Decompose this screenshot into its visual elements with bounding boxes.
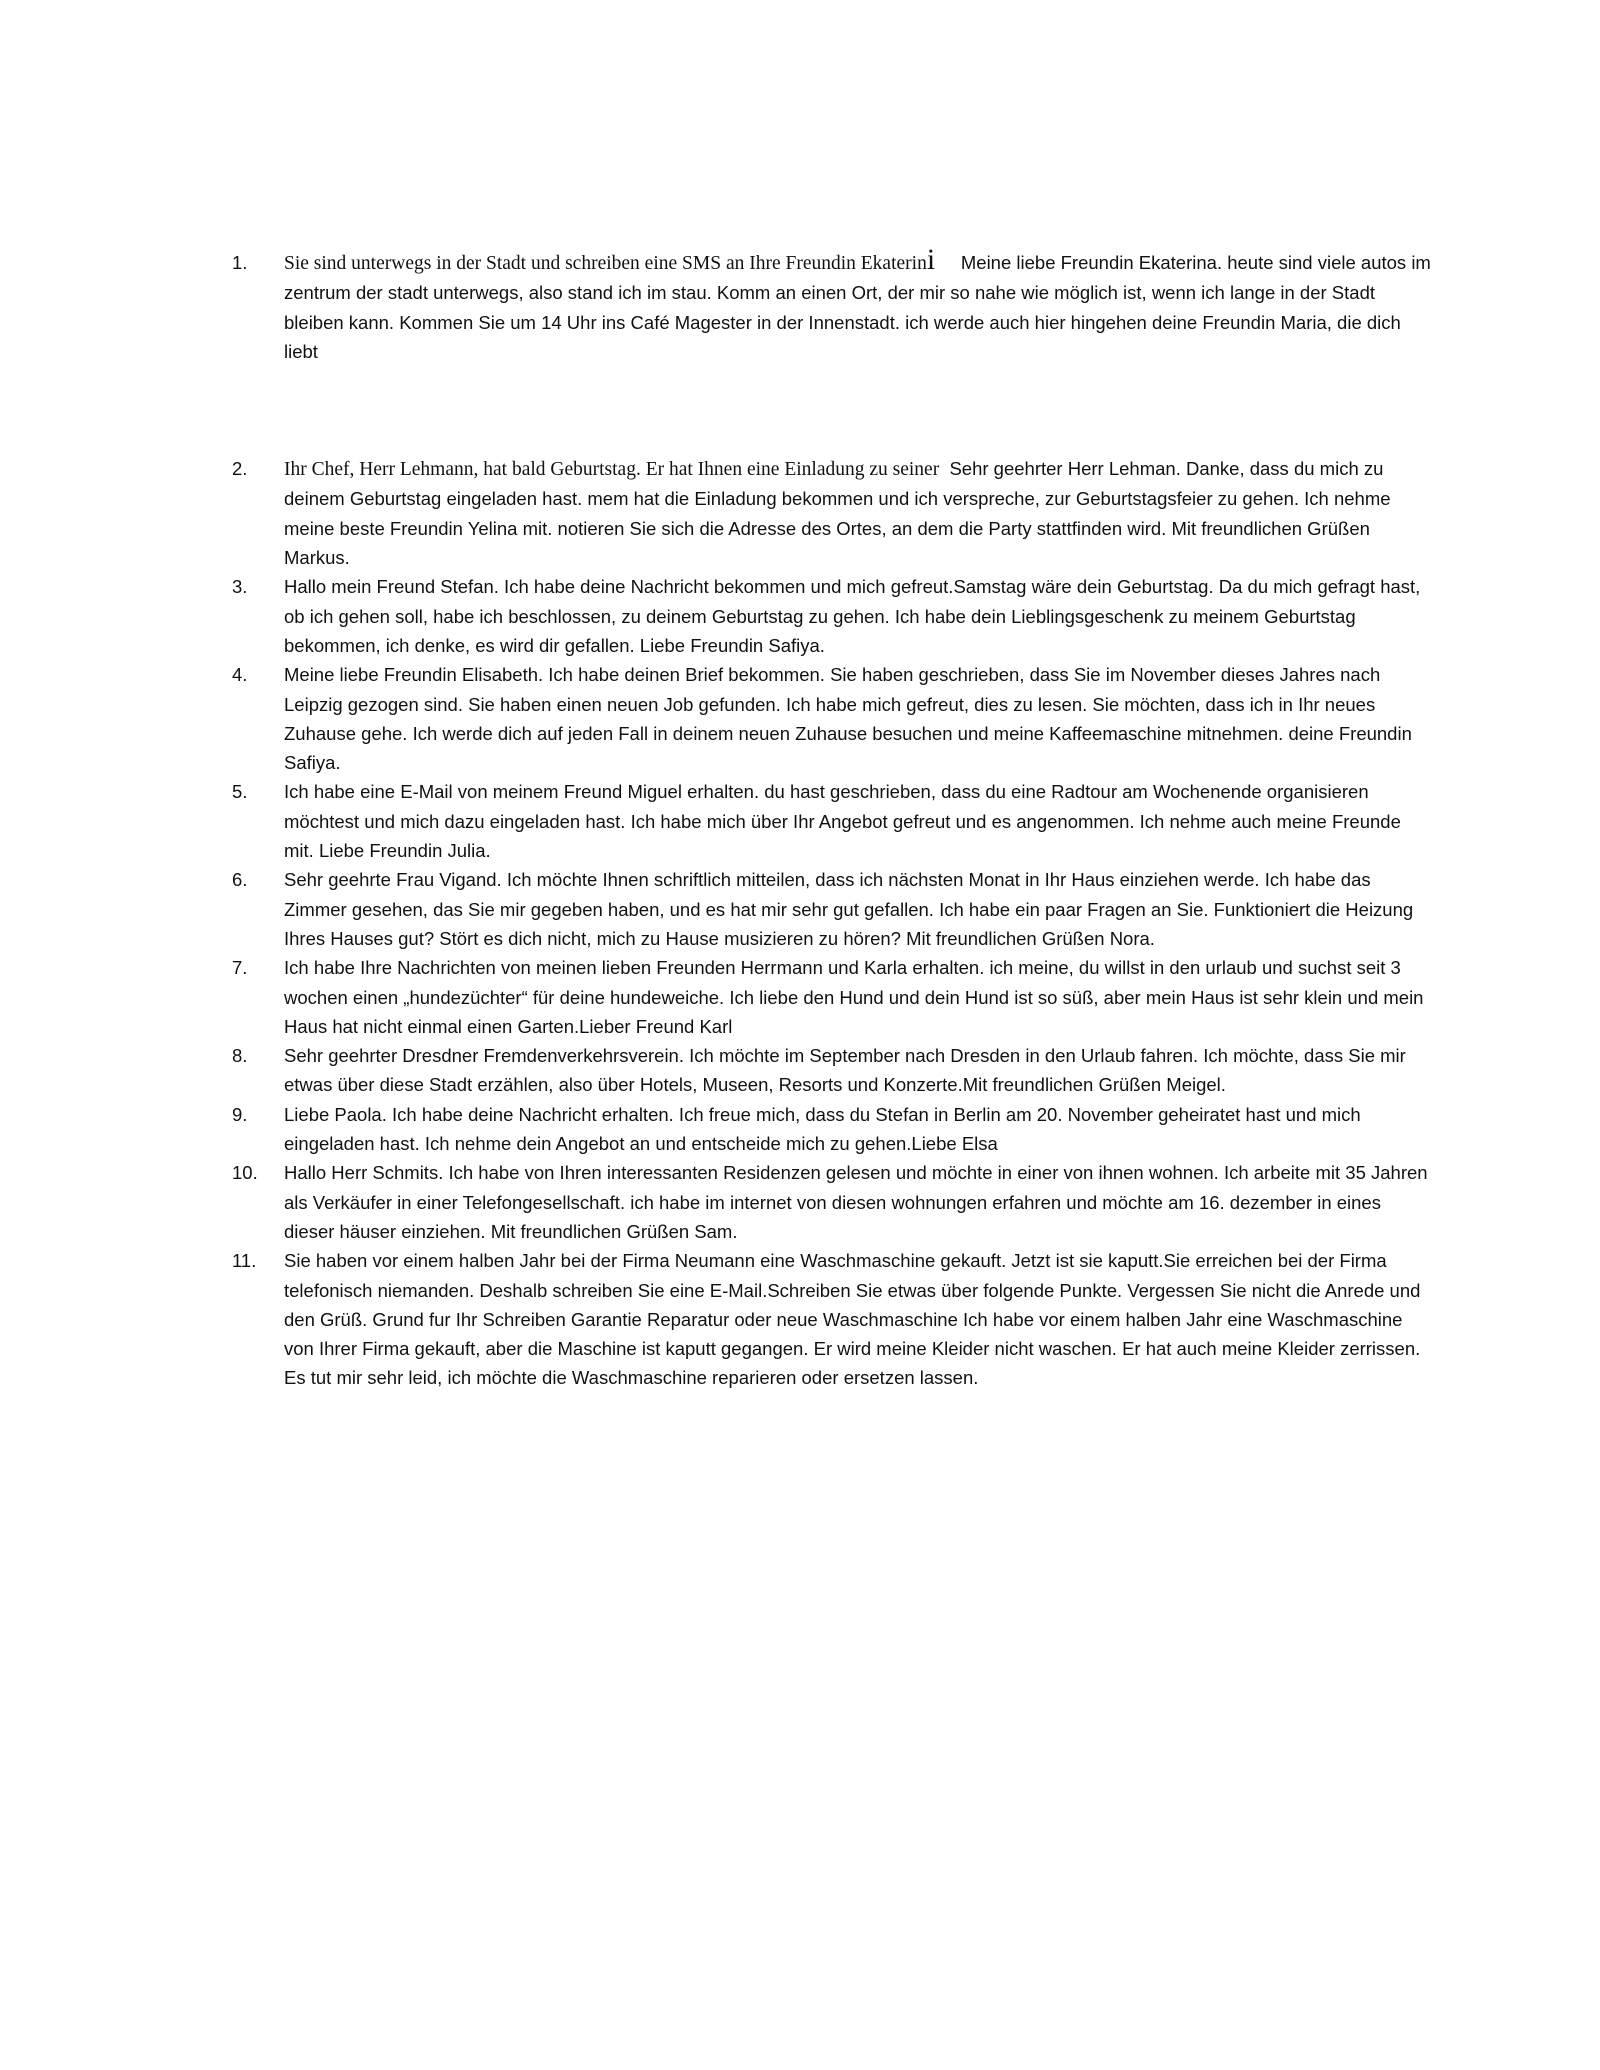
- item-text: [284, 454, 1432, 572]
- item-text: Sie haben vor einem halben Jahr bei der Firma Neumann eine Waschmaschine gekauft. Jetzt ist sie kaputt.Sie erreichen bei der Firma telefonisch niemanden. Deshalb schreiben Sie eine E-Mail.Schreiben Sie etwas über folgende Punkte. Vergessen Sie nicht die Anrede und den Grüß. Grund fur Ihr Schreiben Garantie Reparatur oder neue Waschmaschine Ich habe vor einem halben Jahr eine Waschmaschine von Ihrer Firma gekauft, aber die Maschine ist kaputt gegangen. Er wird meine Kleider nicht waschen. Er hat auch meine Kleider zerrissen. Es tut mir sehr leid, ich möchte die Waschmaschine reparieren oder ersetzen lassen.: [284, 1250, 1421, 1389]
- task-prompt-letter: i: [926, 243, 936, 276]
- task-prompt: Sie sind unterwegs in der Stadt und schreiben eine SMS an Ihre Freundin Ekaterin: [284, 253, 927, 274]
- answer-text: Sehr geehrter Herr Lehman. Danke, dass du mich zu deinem Geburtstag eingeladen hast. mem hat die Einladung bekommen und ich verspreche, zur Geburtstagsfeier zu gehen. Ich nehme meine beste Freundin Yelina mit. notieren Sie sich die Adresse des Ortes, an dem die Party stattfinden wird. Mit freundlichen Grüßen Markus.: [284, 458, 1391, 569]
- item-number: 5.: [232, 781, 248, 803]
- item-text: Ich habe Ihre Nachrichten von meinen lieben Freunden Herrmann und Karla erhalten. ich meine, du willst in den urlaub und suchst seit 3 wochen einen „hundezüchter“ für deine hundeweiche. Ich liebe den Hund und dein Hund ist so süß, aber mein Haus ist sehr klein und mein Haus hat nicht einmal einen Garten.Lieber Freund Karl: [284, 957, 1424, 1037]
- item-number: 10.: [232, 1162, 258, 1184]
- item-text: Sehr geehrter Dresdner Fremdenverkehrsverein. Ich möchte im September nach Dresden in den Urlaub fahren. Ich möchte, dass Sie mir etwas über diese Stadt erzählen, also über Hotels, Museen, Resorts und Konzerte.Mit freundlichen Grüßen Meigel.: [284, 1045, 1406, 1096]
- item-text: Hallo Herr Schmits. Ich habe von Ihren interessanten Residenzen gelesen und möchte in einer von ihnen wohnen. Ich arbeite mit 35 Jahren als Verkäufer in einer Telefongesellschaft. ich habe im internet von diesen wohnungen erfahren und möchte am 16. dezember in eines dieser häuser einziehen. Mit freundlichen Grüßen Sam.: [284, 1162, 1428, 1242]
- item-text: Liebe Paola. Ich habe deine Nachricht erhalten. Ich freue mich, dass du Stefan in Berlin am 20. November geheiratet hast und mich eingeladen hast. Ich nehme dein Angebot an und entscheide mich zu gehen.Liebe Elsa: [284, 1103, 1361, 1155]
- list-item-11: [232, 1246, 1432, 1392]
- list-item-10: [232, 1158, 1432, 1246]
- item-number: 7.: [232, 957, 248, 979]
- item-number: 11.: [232, 1250, 257, 1272]
- task-prompt: Ihr Chef, Herr Lehmann, hat bald Geburtstag. Er hat Ihnen eine Einladung zu seiner: [284, 459, 940, 481]
- item-number: 4.: [232, 664, 248, 686]
- list-item-4: [232, 660, 1432, 777]
- list-item-6: [232, 865, 1432, 953]
- item-number: 8.: [232, 1045, 248, 1067]
- item-text: Sehr geehrte Frau Vigand. Ich möchte Ihnen schriftlich mitteilen, dass ich nächsten Monat in Ihr Haus einziehen werde. Ich habe das Zimmer gesehen, das Sie mir gegeben haben, und es hat mir sehr gut gefallen. Ich habe ein paar Fragen an Sie. Funktioniert die Heizung Ihres Hauses gut? Stört es dich nicht, mich zu Hause musizieren zu hören? Mit freundlichen Grüßen Nora.: [284, 869, 1414, 949]
- item-text: Meine liebe Freundin Elisabeth. Ich habe deinen Brief bekommen. Sie haben geschrieben, dass Sie im November dieses Jahres nach Leipzig gezogen sind. Sie haben einen neuen Job gefunden. Ich habe mich gefreut, dies zu lesen. Sie möchten, dass ich in Ihr neues Zuhause gehe. Ich werde dich auf jeden Fall in deinem neuen Zuhause besuchen und meine Kaffeemaschine mitnehmen. deine Freundin Safiya.: [284, 664, 1412, 774]
- item-number: 9.: [232, 1103, 248, 1125]
- item-text: [284, 243, 1432, 366]
- spacer: [232, 366, 1432, 454]
- list-item-3: [232, 572, 1432, 660]
- item-text: Hallo mein Freund Stefan. Ich habe deine Nachricht bekommen und mich gefreut.Samstag wäre dein Geburtstag. Da du mich gefragt hast, ob ich gehen soll, habe ich beschlossen, zu deinem Geburtstag zu gehen. Ich habe dein Lieblingsgeschenk zu meinem Geburtstag bekommen, ich denke, es wird dir gefallen. Liebe Freundin Safiya.: [284, 576, 1421, 656]
- list-item-1: [232, 243, 1432, 366]
- list-item-9: [232, 1100, 1432, 1159]
- list-item-7: [232, 953, 1432, 1041]
- answer-text: Meine liebe Freundin Ekaterina. heute sind viele autos im zentrum der stadt unterwegs, also stand ich im stau. Komm an einen Ort, der mir so nahe wie möglich ist, wenn ich lange in der Stadt bleiben kann. Kommen Sie um 14 Uhr ins Café Magester in der Innenstadt. ich werde auch hier hingehen deine Freundin Maria, die dich liebt: [284, 252, 1431, 362]
- item-number: 1.: [232, 252, 248, 273]
- list-item-5: [232, 777, 1432, 865]
- item-text: Ich habe eine E-Mail von meinem Freund Miguel erhalten. du hast geschrieben, dass du eine Radtour am Wochenende organisieren möchtest und mich dazu eingeladen hast. Ich habe mich über Ihr Angebot gefreut und es angenommen. Ich nehme auch meine Freunde mit. Liebe Freundin Julia.: [284, 781, 1401, 862]
- numbered-list: [232, 243, 1432, 1393]
- item-number: 3.: [232, 576, 248, 598]
- item-number: 6.: [232, 869, 248, 891]
- item-number: 2.: [232, 458, 248, 480]
- list-item-2: [232, 454, 1432, 572]
- list-item-8: [232, 1041, 1432, 1100]
